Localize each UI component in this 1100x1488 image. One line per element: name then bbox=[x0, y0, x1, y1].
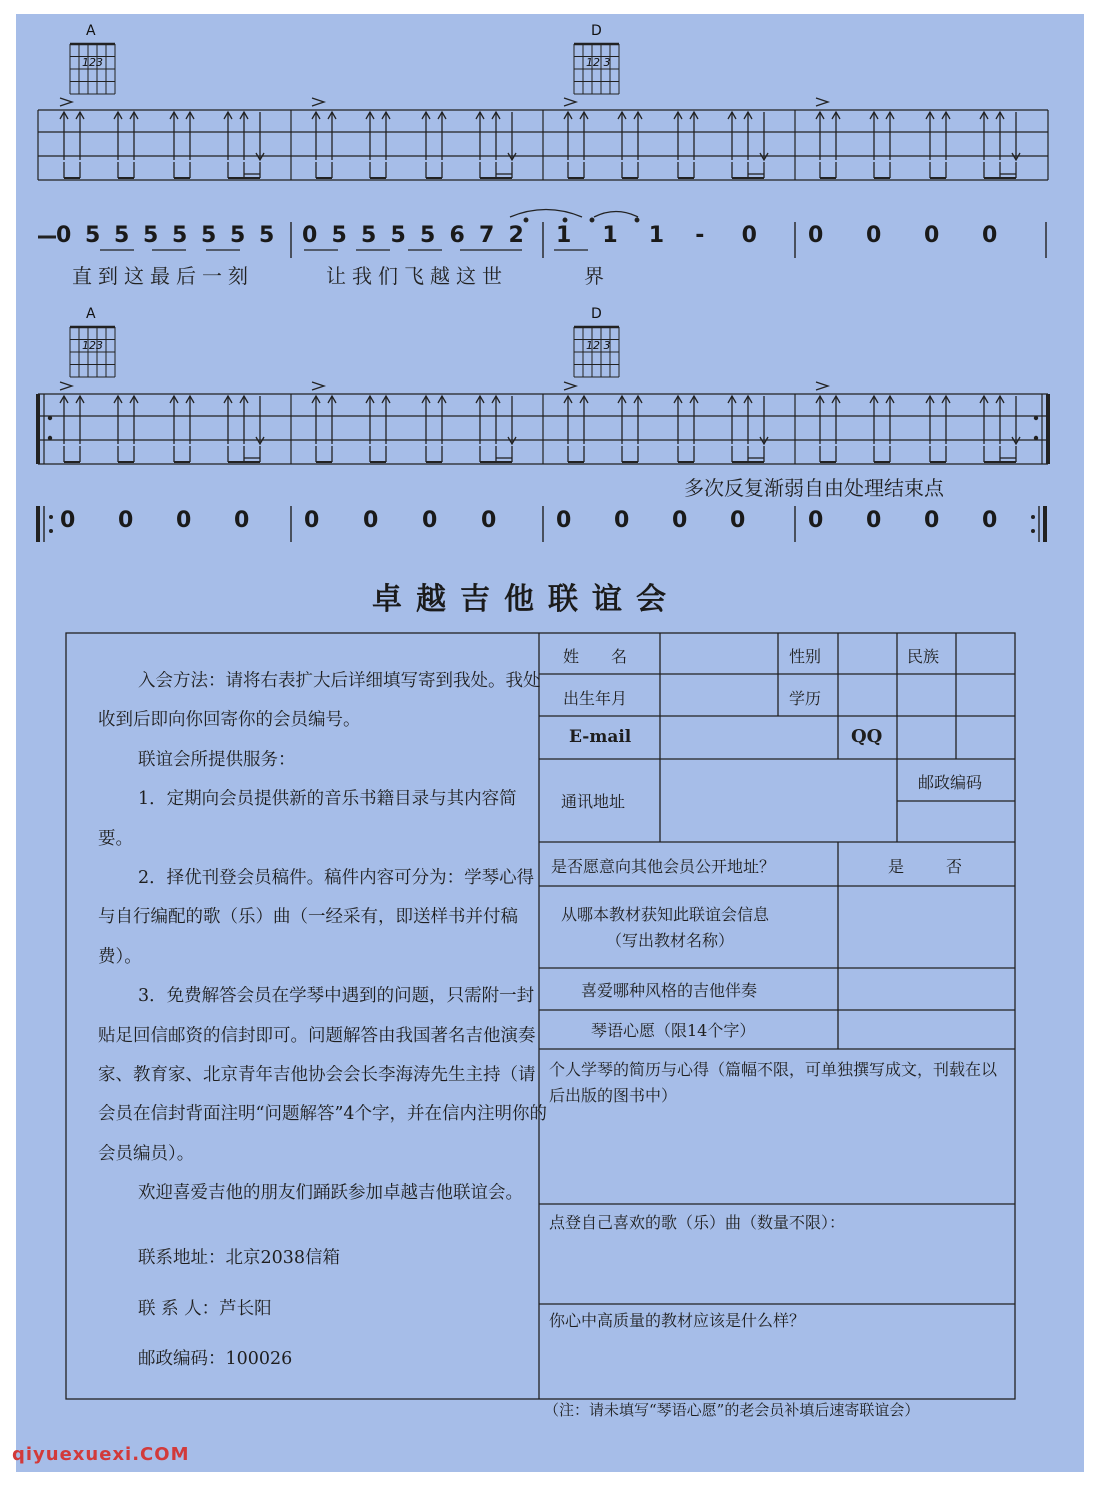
note-number: 5 bbox=[390, 223, 406, 248]
lyric-line-2: 让我们飞越这世 bbox=[326, 264, 508, 288]
note-number: 0 bbox=[481, 508, 497, 533]
note-number: 0 bbox=[741, 223, 757, 248]
lyric-line-3: 界 bbox=[584, 264, 610, 288]
contact-person bbox=[138, 1295, 272, 1320]
chord-fingering: 12 3 bbox=[586, 339, 611, 352]
note-number: 0 bbox=[234, 508, 250, 533]
note-number: 0 bbox=[556, 508, 572, 533]
club-title: 卓越吉他联谊会 bbox=[372, 582, 680, 617]
note-number: 0 bbox=[982, 223, 998, 248]
note-number: 5 bbox=[143, 223, 159, 248]
join-method: 入会方法：请将右表扩大后详细填写寄到我处。我处收到后即向你回寄你的会员编号。 bbox=[98, 671, 541, 731]
note-number: 5 bbox=[331, 223, 347, 248]
address-label: 联系地址： bbox=[138, 1248, 226, 1268]
lyric-line-1: 直到这最后一刻 bbox=[72, 264, 254, 288]
note-number: 0 bbox=[614, 508, 630, 533]
welcome-text: 欢迎喜爱吉他的朋友们踊跃参加卓越吉他联谊会。 bbox=[138, 1183, 523, 1204]
watermark: qiyuexuexi.COM bbox=[12, 1444, 190, 1465]
service-2: 2．择优刊登会员稿件。稿件内容可分为：学琴心得与自行编配的歌（乐）曲（一经采有，即送样书并付稿费）。 bbox=[98, 868, 535, 967]
option-no[interactable]: 否 bbox=[946, 857, 963, 876]
note-number: 0 bbox=[56, 223, 72, 248]
note-number: 0 bbox=[60, 508, 76, 533]
note-number: 5 bbox=[85, 223, 101, 248]
label-source: 从哪本教材获知此联谊会信息 bbox=[561, 905, 770, 924]
service-1: 1．定期向会员提供新的音乐书籍目录与其内容简要。 bbox=[98, 789, 517, 849]
note-number: 7 bbox=[479, 223, 495, 248]
note-number: 0 bbox=[982, 508, 998, 533]
note-number: 5 bbox=[361, 223, 377, 248]
note-number: 5 bbox=[172, 223, 188, 248]
label-gender: 性别 bbox=[789, 647, 822, 666]
label-source-note: （写出教材名称） bbox=[606, 931, 735, 950]
contact-label: 联 系 人： bbox=[138, 1299, 220, 1319]
chord-name-d-2: D bbox=[591, 306, 602, 322]
note-number: 5 bbox=[114, 223, 130, 248]
label-resume: 个人学琴的简历与心得（篇幅不限，可单独撰写成文，刊载在以后出版的图书中） bbox=[549, 1060, 998, 1105]
label-email: E-mail bbox=[569, 727, 632, 747]
address-value: 北京2038信箱 bbox=[225, 1248, 341, 1268]
service-3: 3．免费解答会员在学琴中遇到的问题，只需附一封贴足回信邮资的信封即可。问题解答由我国著名吉他演奏家、教育家、北京青年吉他协会会长李海涛先生主持（请会员在信封背面注明“问题解答”4个字，并在信内注明你的会员编员）。 bbox=[98, 986, 548, 1164]
chord-name-a: A bbox=[86, 23, 96, 39]
note-number: 0 bbox=[730, 508, 746, 533]
note-number: 0 bbox=[176, 508, 192, 533]
postcode-value: 100026 bbox=[225, 1349, 293, 1369]
note-number: 0 bbox=[808, 223, 824, 248]
note-number: 0 bbox=[924, 223, 940, 248]
note-number: 5 bbox=[201, 223, 217, 248]
note-number: 1 bbox=[602, 223, 618, 248]
note-number: 0 bbox=[866, 223, 882, 248]
note-number: 0 bbox=[808, 508, 824, 533]
postcode-label: 邮政编码： bbox=[138, 1349, 226, 1369]
chord-fingering: 12 3 bbox=[586, 56, 611, 69]
services-heading: 联谊会所提供服务： bbox=[138, 749, 296, 770]
page bbox=[16, 14, 1084, 1472]
label-ethnicity: 民族 bbox=[907, 647, 940, 666]
note-number: 5 bbox=[420, 223, 436, 248]
note-number: 1 bbox=[648, 223, 665, 248]
contact-value: 芦长阳 bbox=[219, 1299, 272, 1319]
note-number: 2 bbox=[508, 223, 524, 248]
label-wish: 琴语心愿（限14个字） bbox=[591, 1021, 756, 1040]
note-number: 0 bbox=[302, 223, 318, 248]
note-number: 0 bbox=[304, 508, 320, 533]
contact-postcode bbox=[138, 1345, 292, 1370]
note-number: 0 bbox=[672, 508, 688, 533]
chord-name-a-2: A bbox=[86, 306, 96, 322]
label-textbook: 你心中高质量的教材应该是什么样？ bbox=[549, 1311, 806, 1330]
label-qq: QQ bbox=[851, 726, 883, 747]
contact-address bbox=[138, 1244, 340, 1269]
note-number: 5 bbox=[230, 223, 246, 248]
note-number: 0 bbox=[422, 508, 438, 533]
label-education: 学历 bbox=[789, 689, 822, 708]
note-number: - bbox=[695, 223, 705, 248]
note-number: 5 bbox=[259, 223, 275, 248]
club-info bbox=[98, 662, 548, 1214]
note-number: 6 bbox=[449, 223, 465, 248]
label-address: 通讯地址 bbox=[561, 792, 626, 811]
note-number: 0 bbox=[363, 508, 379, 533]
option-yes[interactable]: 是 bbox=[888, 857, 905, 876]
label-name: 姓 名 bbox=[563, 647, 628, 666]
note-number: 0 bbox=[118, 508, 134, 533]
label-public-address: 是否愿意向其他会员公开地址？ bbox=[551, 857, 776, 876]
label-style: 喜爱哪种风格的吉他伴奏 bbox=[581, 981, 758, 1000]
repeat-instruction: 多次反复渐弱自由处理结束点 bbox=[684, 476, 944, 500]
label-postcode: 邮政编码 bbox=[918, 773, 983, 792]
label-birth: 出生年月 bbox=[563, 689, 628, 708]
note-number: 1 bbox=[556, 223, 572, 248]
chord-name-d: D bbox=[591, 23, 602, 39]
note-number: 0 bbox=[866, 508, 882, 533]
chord-fingering: 123 bbox=[82, 339, 103, 352]
footer-note: （注：请未填写“琴语心愿”的老会员补填后速寄联谊会） bbox=[544, 1401, 920, 1419]
label-songs: 点登自己喜欢的歌（乐）曲（数量不限）： bbox=[549, 1213, 846, 1232]
note-number: 0 bbox=[924, 508, 940, 533]
chord-fingering: 123 bbox=[82, 56, 103, 69]
